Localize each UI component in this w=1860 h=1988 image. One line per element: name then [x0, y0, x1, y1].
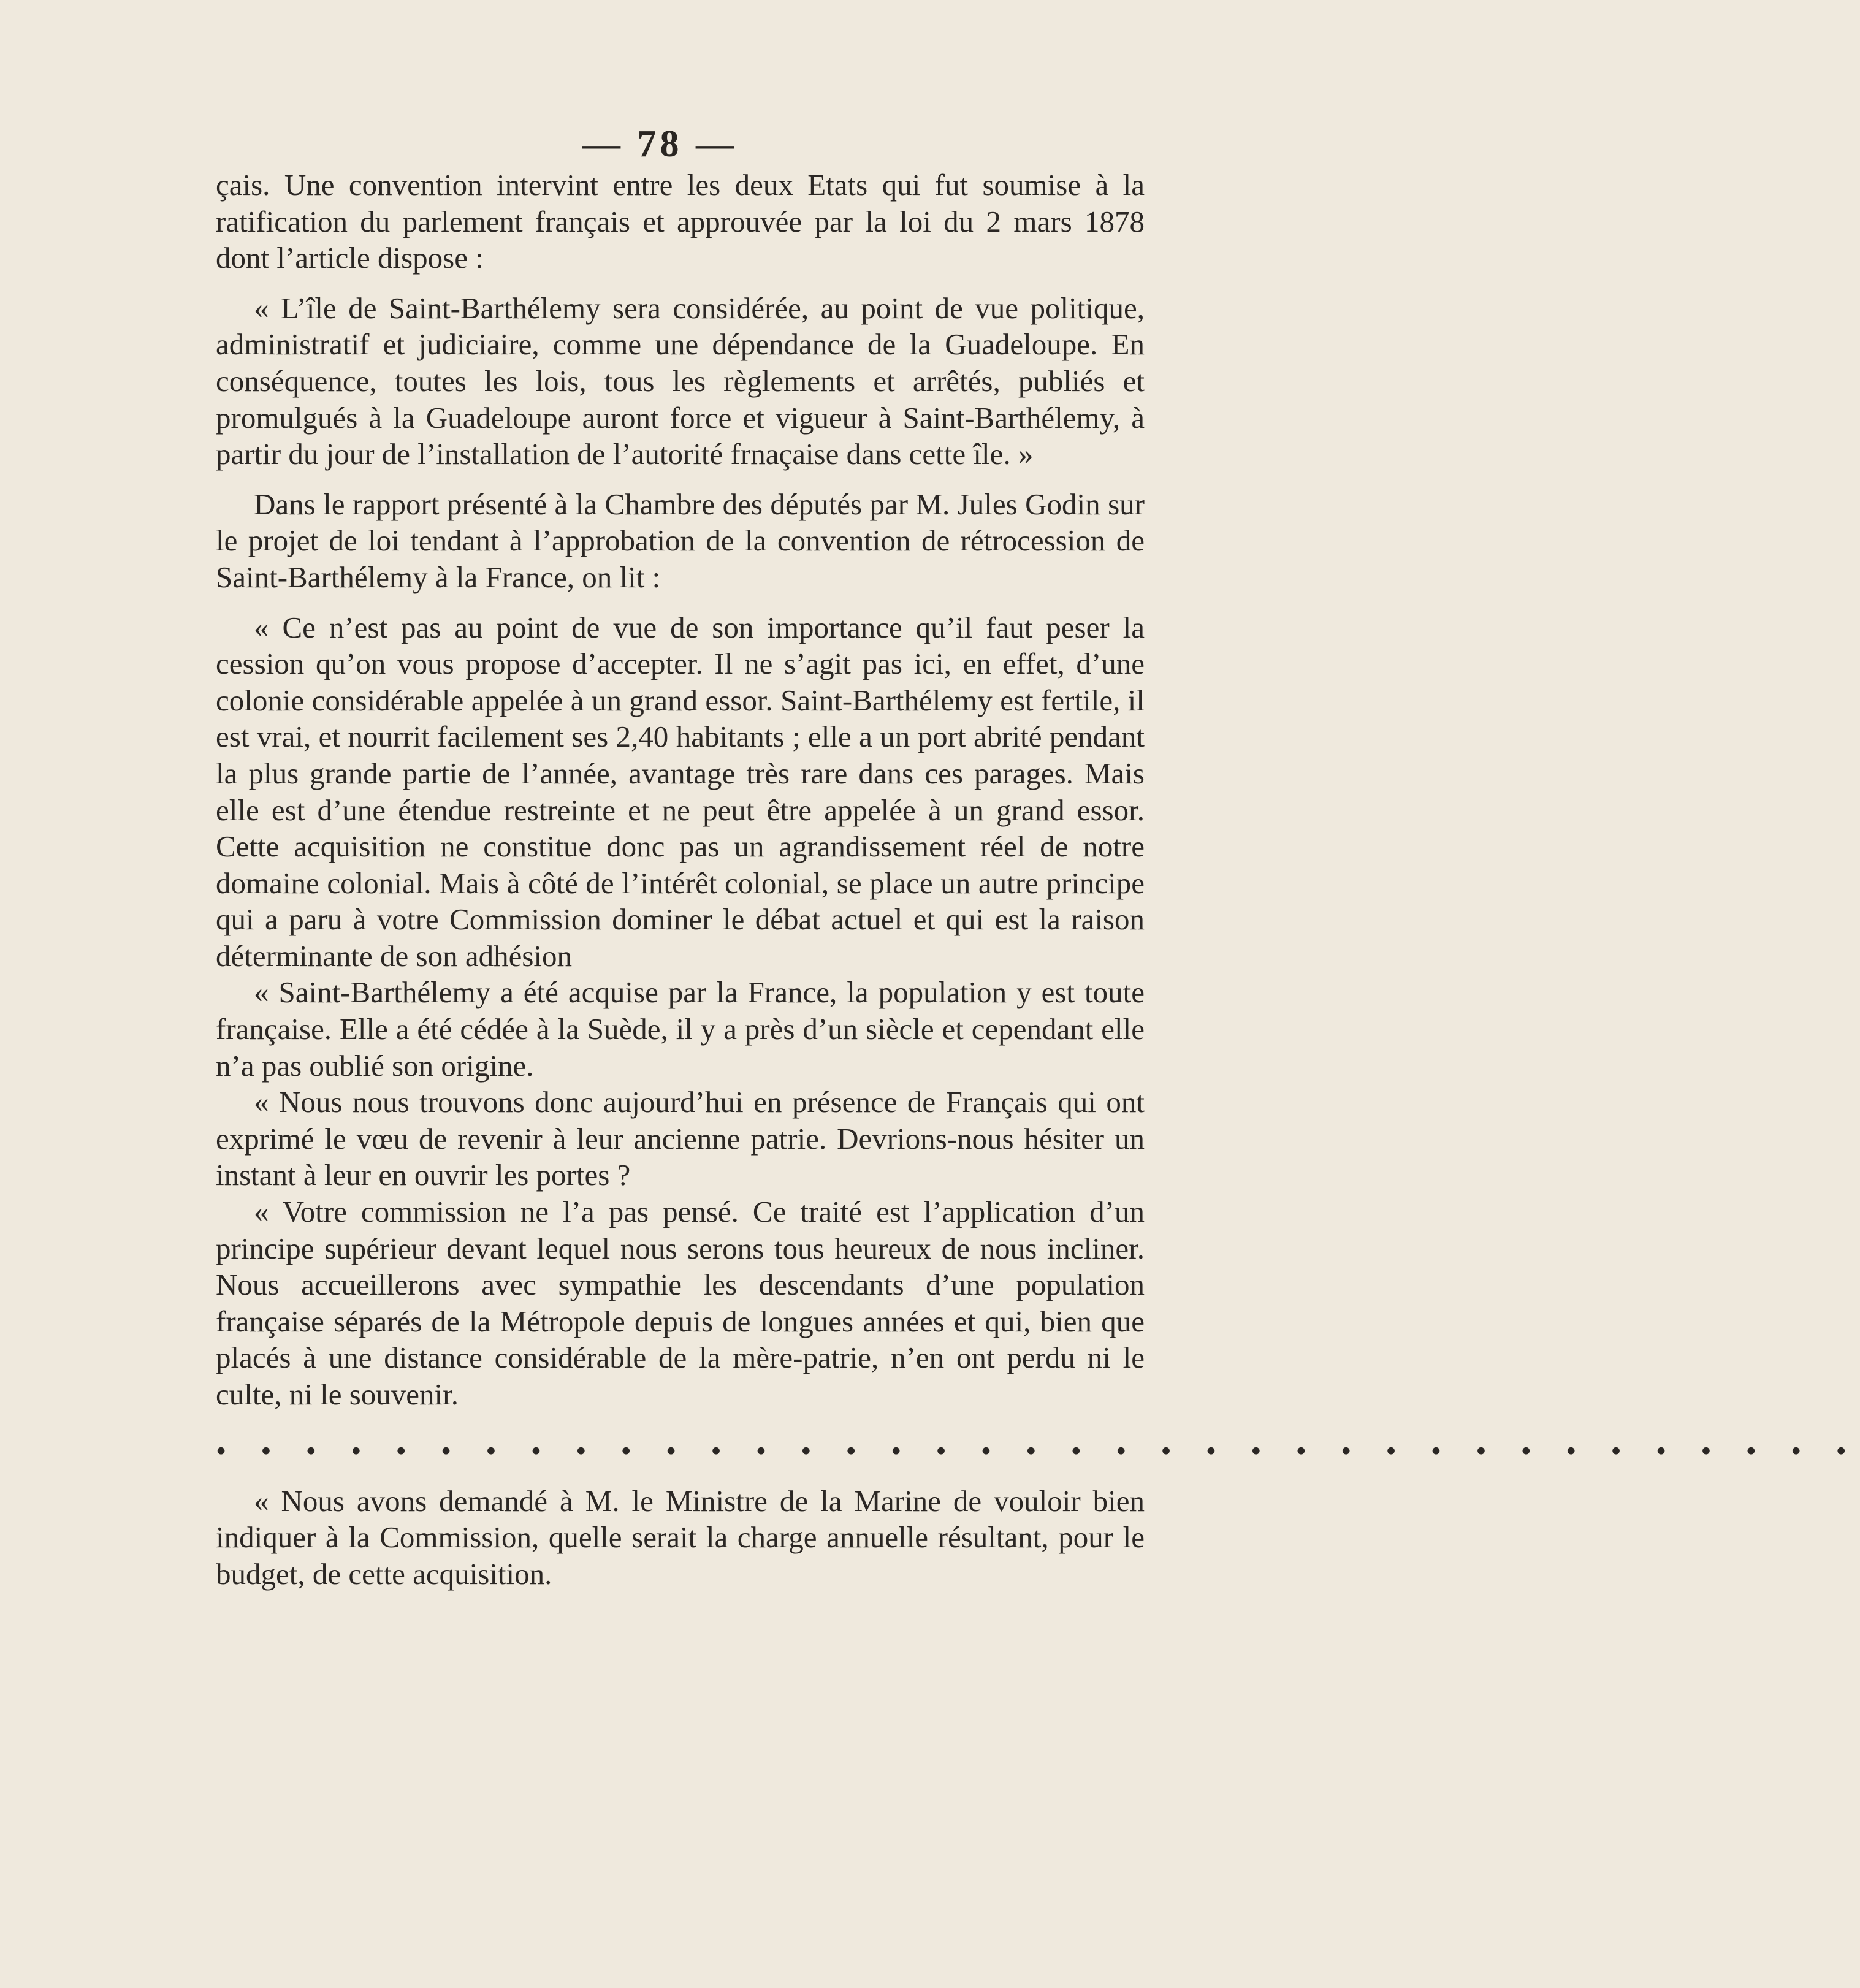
- body-text: [216, 167, 1860, 1592]
- paragraph-7-quote: « Votre commission ne l’a pas pensé. Ce traité est l’application d’un principe supérieur devant lequel nous serons tous heureux de nous incliner. Nous accueillerons avec sympathie les descendants d’une population française séparés de la Métropole depuis de longues années et qui, bien que placés à une distance considérable de la mère-patrie, n’en ont perdu ni le culte, ni le souvenir.: [216, 1195, 1145, 1411]
- dotted-separator: • • • • • • • • • • • • • • • • • • • • • • • • • • • • • • • • • • • • •: [216, 1433, 1860, 1468]
- paragraph-5-quote: « Saint-Barthélemy a été acquise par la France, la population y est toute française. Elle a été cédée à la Suède, il y a près d’un siècle et cependant elle n’a pas oublié son origine.: [216, 975, 1145, 1083]
- paragraph-8-quote: « Nous avons demandé à M. le Ministre de la Marine de vouloir bien indiquer à la Commission, quelle serait la charge annuelle résultant, pour le budget, de cette acquisition.: [216, 1483, 1145, 1591]
- paragraph-1: çais. Une convention intervint entre les deux Etats qui fut soumise à la ratification du parlement français et approuvée par la loi du 2 mars 1878 dont l’article dispose :: [216, 168, 1145, 275]
- paragraph-3: Dans le rapport présenté à la Chambre des députés par M. Jules Godin sur le projet de loi tendant à l’approbation de la convention de rétrocession de Saint-Barthélemy à la France, on lit :: [216, 487, 1145, 594]
- paragraph-6-quote: « Nous nous trouvons donc aujourd’hui en présence de Français qui ont exprimé le vœu de revenir à leur ancienne patrie. Devrions-nous hésiter un instant à leur en ouvrir les portes ?: [216, 1085, 1145, 1192]
- page-number: — 78 —: [582, 123, 738, 165]
- paragraph-2-quote: « L’île de Saint-Barthélemy sera considérée, au point de vue politique, administratif et judiciaire, comme une dépendance de la Guadeloupe. En conséquence, toutes les lois, tous les règlements et arrêtés, publiés et promulgués à la Guadeloupe auront force et vigueur à Saint-Barthélemy, à partir du jour de l’installation de l’autorité frnaçaise dans cette île. »: [216, 291, 1145, 471]
- paragraph-4-quote: « Ce n’est pas au point de vue de son importance qu’il faut peser la cession qu’on vous propose d’accepter. Il ne s’agit pas ici, en effet, d’une colonie considérable appelée à un grand essor. Saint-Barthélemy est fertile, il est vrai, et nourrit facilement ses 2,40 habitants ; elle a un port abrité pendant la plus grande partie de l’année, avantage très rare dans ces parages. Mais elle est d’une étendue restreinte et ne peut être appelée à un grand essor. Cette acquisition ne constitue donc pas un agrandissement réel de notre domaine colonial. Mais à côté de l’intérêt colonial, se place un autre principe qui a paru à votre Commission dominer le débat actuel et qui est la raison déterminante de son adhésion: [216, 610, 1145, 973]
